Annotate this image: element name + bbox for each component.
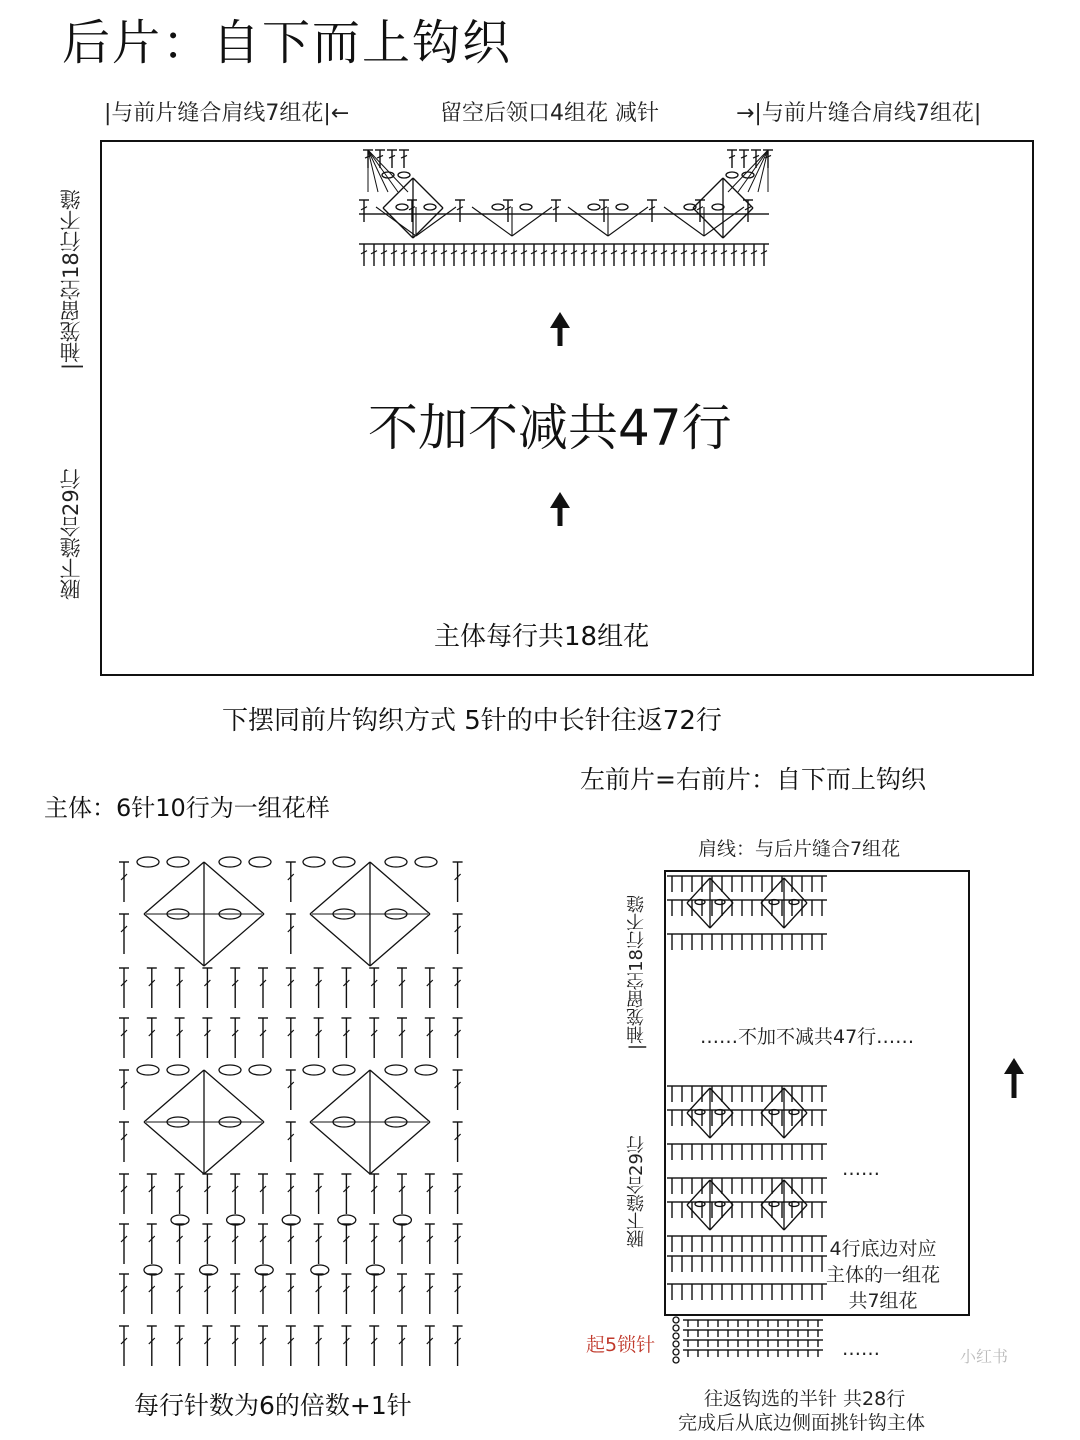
chain-stitch [385, 857, 407, 867]
up-arrow-2-head [550, 492, 570, 508]
pattern-diamond [370, 914, 430, 966]
back-fan [568, 207, 608, 236]
up-arrow-front-head [1004, 1058, 1024, 1074]
front-dots-2: …… [842, 1338, 880, 1360]
shoulder-diamond [413, 208, 443, 238]
chain-stitch [167, 857, 189, 867]
chain-stitch [249, 1065, 271, 1075]
front-note: 4行底边对应 主体的一组花 共7组花 [826, 1238, 941, 1312]
main-pattern-label: 主体：6针10行为一组花样 [44, 794, 330, 822]
chain-stitch [673, 1333, 679, 1339]
front-diamond [784, 1205, 807, 1230]
pattern-diamond [204, 1070, 264, 1122]
chain-stitch [673, 1325, 679, 1331]
top-left-label: |与前片缝合肩线7组花|← [104, 101, 350, 126]
shoulder-fan [368, 150, 408, 192]
chain-stitch [137, 1065, 159, 1075]
chain-stitch [424, 204, 436, 210]
chain-stitch [137, 857, 159, 867]
front-footer-2: 完成后从底边侧面挑针钩主体 [678, 1412, 926, 1434]
front-diamond [687, 903, 710, 928]
pattern-diamond [144, 1070, 204, 1122]
pattern-diamond [144, 1122, 204, 1174]
main-pattern-caption: 每行针数为6的倍数+1针 [134, 1391, 412, 1420]
back-fan [608, 207, 648, 236]
back-fan [472, 207, 512, 236]
pattern-diamond [204, 914, 264, 966]
chain-stitch [726, 172, 738, 178]
chain-stitch [673, 1317, 679, 1323]
shoulder-diamond [383, 208, 413, 238]
chain-stitch [588, 204, 600, 210]
shoulder-diamond [723, 178, 753, 208]
chain-stitch [520, 204, 532, 210]
hem-note: 下摆同前片钩织方式 5针的中长针往返72行 [222, 706, 722, 736]
chain-stitch [303, 857, 325, 867]
shoulder-fan [368, 150, 388, 192]
back-fan [704, 207, 744, 236]
shoulder-diamond [413, 178, 443, 208]
top-right-label: →|与前片缝合肩线7组花| [736, 101, 982, 126]
front-side-lower: 腋下缝合29行 [626, 1135, 647, 1248]
front-center: ……不加不减共47行…… [700, 1026, 915, 1048]
back-fan [512, 207, 552, 236]
chain-stitch [385, 1065, 407, 1075]
front-diamond [784, 1113, 807, 1138]
back-side-upper: |袖笼留空18行不缝 [59, 189, 83, 370]
chain-stitch [415, 857, 437, 867]
chain-stitch [333, 857, 355, 867]
chain-stitch [396, 204, 408, 210]
chain-stitch [398, 172, 410, 178]
chain-stitch [219, 857, 241, 867]
chain-stitch [492, 204, 504, 210]
back-side-lower: 腋下缝合29行 [59, 468, 83, 600]
back-body-rows: 主体每行共18组花 [434, 622, 650, 652]
pattern-diamond [370, 1122, 430, 1174]
front-shoulder: 肩线：与后片缝合7组花 [698, 838, 901, 860]
front-footer-1: 往返钩选的半针 共28行 [704, 1388, 906, 1410]
chain-stitch [249, 857, 271, 867]
pattern-diamond [370, 1070, 430, 1122]
back-title: 后片：自下而上钩织 [62, 15, 513, 71]
chain-label: 起5锁针 [586, 1334, 656, 1356]
front-title: 左前片=右前片：自下而上钩织 [580, 765, 926, 794]
top-mid-label: 留空后领口4组花 减针 [440, 101, 659, 126]
watermark: 小红书 [960, 1347, 1009, 1366]
chain-stitch [415, 1065, 437, 1075]
chain-stitch [303, 1065, 325, 1075]
back-fan [416, 207, 456, 236]
front-diamond [687, 1205, 710, 1230]
pattern-diamond [310, 1122, 370, 1174]
pattern-diamond [370, 862, 430, 914]
pattern-diamond [310, 862, 370, 914]
chain-stitch [333, 1065, 355, 1075]
front-dots-1: …… [842, 1158, 880, 1180]
pattern-diamond [310, 1070, 370, 1122]
chain-stitch [219, 1065, 241, 1075]
shoulder-diamond [723, 208, 753, 238]
pattern-diamond [204, 1122, 264, 1174]
chain-stitch [673, 1349, 679, 1355]
pattern-diamond [310, 914, 370, 966]
pattern-diamond [144, 862, 204, 914]
front-side-upper: |袖笼留空18行不缝 [626, 895, 647, 1050]
pattern-diamond [204, 862, 264, 914]
back-center-text: 不加不减共47行 [368, 399, 732, 457]
chain-stitch [616, 204, 628, 210]
pattern-diamond [144, 914, 204, 966]
back-fan [664, 207, 704, 236]
chain-stitch [712, 204, 724, 210]
up-arrow-1-head [550, 312, 570, 328]
front-diamond [687, 1113, 710, 1138]
front-diamond [784, 903, 807, 928]
chain-stitch [673, 1341, 679, 1347]
shoulder-diamond [383, 178, 413, 208]
chain-stitch [673, 1357, 679, 1363]
chain-stitch [167, 1065, 189, 1075]
